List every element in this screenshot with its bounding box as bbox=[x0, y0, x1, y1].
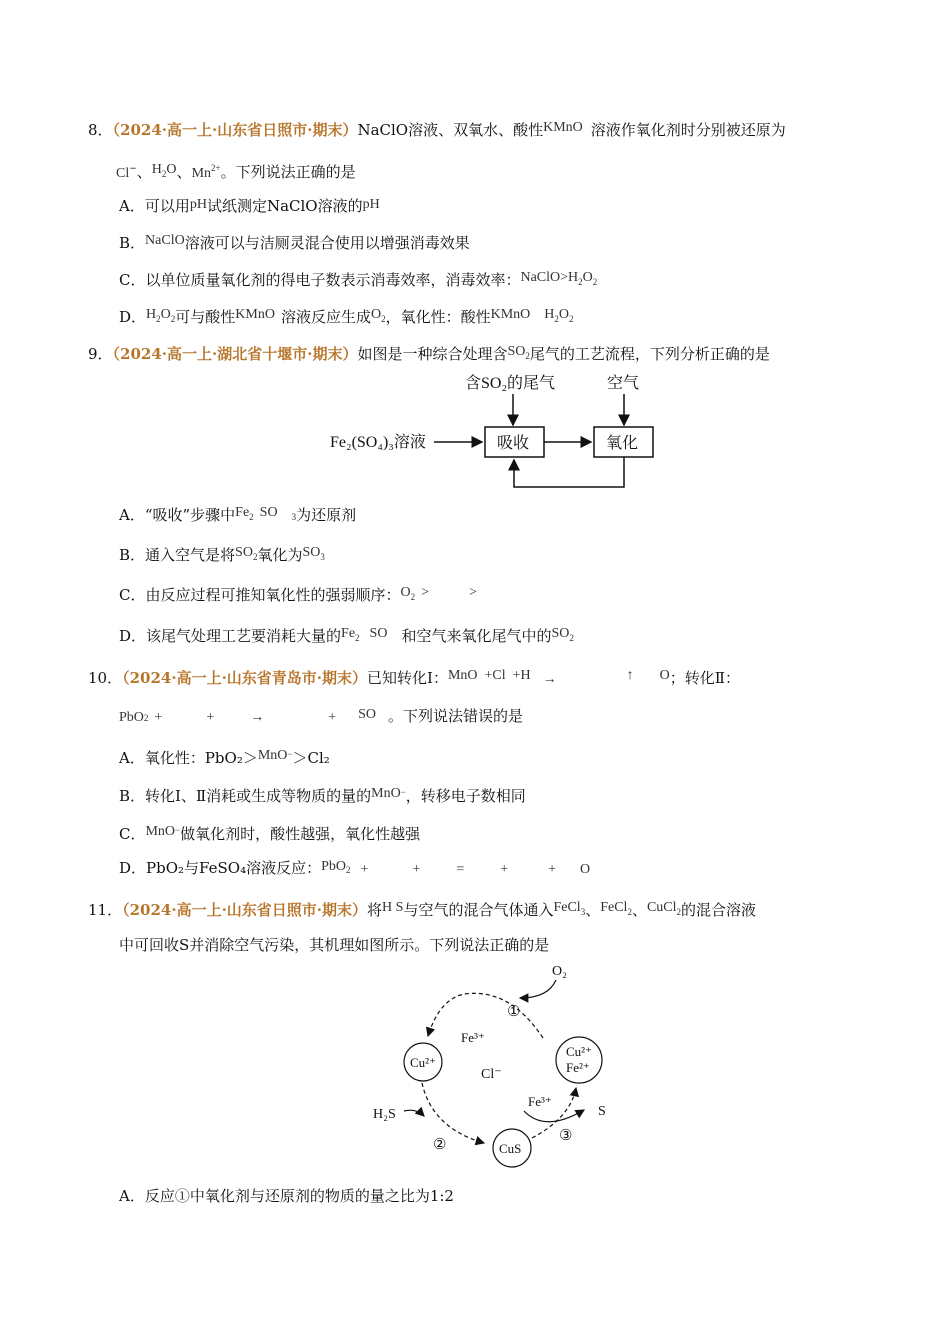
q9-absorb-label: 吸收 bbox=[497, 435, 530, 452]
q11-fe3-arrow bbox=[524, 1110, 584, 1122]
q8-option-a: A．可以用pH试纸测定NaClO溶液的pH bbox=[119, 197, 380, 215]
q8-b-naclo: NaClO bbox=[145, 233, 185, 248]
q11-cl-label: Cl⁻ bbox=[481, 1067, 502, 1082]
q11-fe3-mid: Fe³⁺ bbox=[528, 1094, 552, 1109]
q11-mechanism-diagram bbox=[360, 958, 640, 1170]
q9-air-label: 空气 bbox=[607, 375, 640, 392]
q11-line2: 中可回收S并消除空气污染，其机理如图所示。下列说法正确的是 bbox=[119, 936, 550, 954]
q8-c-formula: NaClO>H bbox=[520, 270, 579, 285]
q11-step3: ③ bbox=[559, 1128, 573, 1144]
q11-cu2-label: Cu²⁺ bbox=[410, 1055, 436, 1070]
q10-option-d: D．PbO₂与FeSO₄溶液反应：PbO2 + + = + + O bbox=[119, 859, 591, 877]
q8-h2o-o: O bbox=[166, 162, 177, 177]
q9-so2: SO bbox=[507, 344, 526, 359]
q8-mn-ion: Mn bbox=[191, 166, 212, 181]
q9-option-c: C．由反应过程可推知氧化性的强弱顺序：O2 > > bbox=[119, 585, 477, 604]
q8-stem-a: NaClO溶液、双氧水、酸性 bbox=[357, 121, 544, 139]
q8-a-ph1: pH bbox=[189, 197, 207, 212]
q11-cu2-b-label: Cu²⁺ bbox=[566, 1044, 592, 1059]
q9-source: （2024·高一上·湖北省十堰市·期末） bbox=[112, 345, 358, 363]
q10-option-b: B．转化Ⅰ、Ⅱ消耗或生成等物质的量的MnO−，转移电子数相同 bbox=[119, 786, 526, 805]
q9-option-a: A．“吸收”步骤中Fe2 SO 3为还原剂 bbox=[119, 505, 357, 524]
q11-h2s-label: H₂S bbox=[373, 1107, 396, 1122]
q11-cycle-top-arc bbox=[428, 993, 543, 1038]
q11-source: （2024·高一上·山东省日照市·期末） bbox=[122, 901, 368, 919]
q11-o2-arrow bbox=[520, 980, 556, 998]
q9-number: 9． bbox=[88, 345, 113, 363]
q8-option-c: C．以单位质量氧化剂的得电子数表示消毒效率，消毒效率：NaClO>H2O2 bbox=[119, 270, 598, 289]
q11-s-label: S bbox=[598, 1104, 606, 1119]
q8-cl-ion: Cl bbox=[116, 166, 130, 181]
q9-option-d: D．该尾气处理工艺要消耗大量的Fe2 SO 和空气来氧化尾气中的SO2 bbox=[119, 626, 574, 645]
q8-formula-kmno4: KMnO bbox=[543, 120, 583, 135]
q11-cycle-left-arc bbox=[422, 1083, 484, 1143]
q9-gas-in-label: 含SO₂的尾气 bbox=[465, 375, 556, 392]
q11-h2s-arrow bbox=[404, 1110, 424, 1116]
q10-number: 10． bbox=[88, 669, 123, 687]
q8-option-d: D．H2O2可与酸性KMnO 溶液反应生成O2，氧化性：酸性KMnO H2O2 bbox=[119, 307, 574, 326]
q8-line1 bbox=[88, 120, 786, 142]
q8-stem-b: 溶液作氧化剂时分别被还原为 bbox=[590, 121, 786, 139]
q8-source: （2024·高一上·山东省日照市·期末） bbox=[112, 121, 358, 139]
q11-option-a: A．反应①中氧化剂与还原剂的物质的量之比为1:2 bbox=[119, 1187, 454, 1205]
q9-line1: 9．（2024·高一上·湖北省十堰市·期末）如图是一种综合处理含SO2尾气的工艺流程，下列分析正确的是 bbox=[88, 344, 770, 363]
q11-number: 11． bbox=[88, 901, 123, 919]
q8-number: 8． bbox=[88, 121, 113, 139]
q11-o2-label: O₂ bbox=[552, 964, 567, 979]
q9-option-b: B．通入空气是将SO2氧化为SO3 bbox=[119, 545, 325, 564]
q8-sep2: 、 bbox=[176, 163, 192, 181]
q10-line2: PbO2 + + → + SO 。下列说法错误的是 bbox=[119, 707, 524, 725]
q9-recycle-line bbox=[514, 457, 624, 487]
q11-fe2-label: Fe²⁺ bbox=[566, 1060, 590, 1075]
q8-sep1: 、 bbox=[136, 163, 152, 181]
q10-option-a: A．氧化性：PbO₂＞MnO−＞Cl₂ bbox=[119, 748, 330, 767]
q9-process-diagram bbox=[300, 368, 680, 498]
q9-oxidize-label: 氧化 bbox=[606, 435, 639, 452]
q8-option-b: B．NaClO溶液可以与洁厕灵混合使用以增强消毒效果 bbox=[119, 233, 470, 252]
q11-step2: ② bbox=[433, 1137, 447, 1153]
q11-step1: ① bbox=[507, 1004, 521, 1020]
q8-a-ph2: pH bbox=[362, 197, 380, 212]
q8-line2-tail: 。下列说法正确的是 bbox=[220, 163, 356, 181]
q10-line1: 10．（2024·高一上·山东省青岛市·期末）已知转化Ⅰ：MnO +Cl +H → ↑ O；转化Ⅱ： bbox=[88, 668, 740, 687]
q11-fe3-top: Fe³⁺ bbox=[461, 1030, 485, 1045]
q8-line2: Cl−、H2O、$Mn^{2+}$。下列说法正确的是 bbox=[116, 162, 356, 181]
q11-line1: 11．（2024·高一上·山东省日照市·期末）将H S与空气的混合气体通入FeCl3、FeCl2、CuCl2的混合溶液 bbox=[88, 900, 757, 919]
q10-source: （2024·高一上·山东省青岛市·期末） bbox=[122, 669, 368, 687]
q8-h2o-h: H bbox=[151, 162, 162, 177]
q11-cus-label: CuS bbox=[499, 1141, 522, 1156]
q9-feed-label: Fe₂(SO₄)₃溶液 bbox=[330, 434, 426, 451]
q8-mn-charge: + bbox=[215, 163, 221, 173]
q10-option-c: C．MnO−做氧化剂时，酸性越强，氧化性越强 bbox=[119, 824, 421, 843]
